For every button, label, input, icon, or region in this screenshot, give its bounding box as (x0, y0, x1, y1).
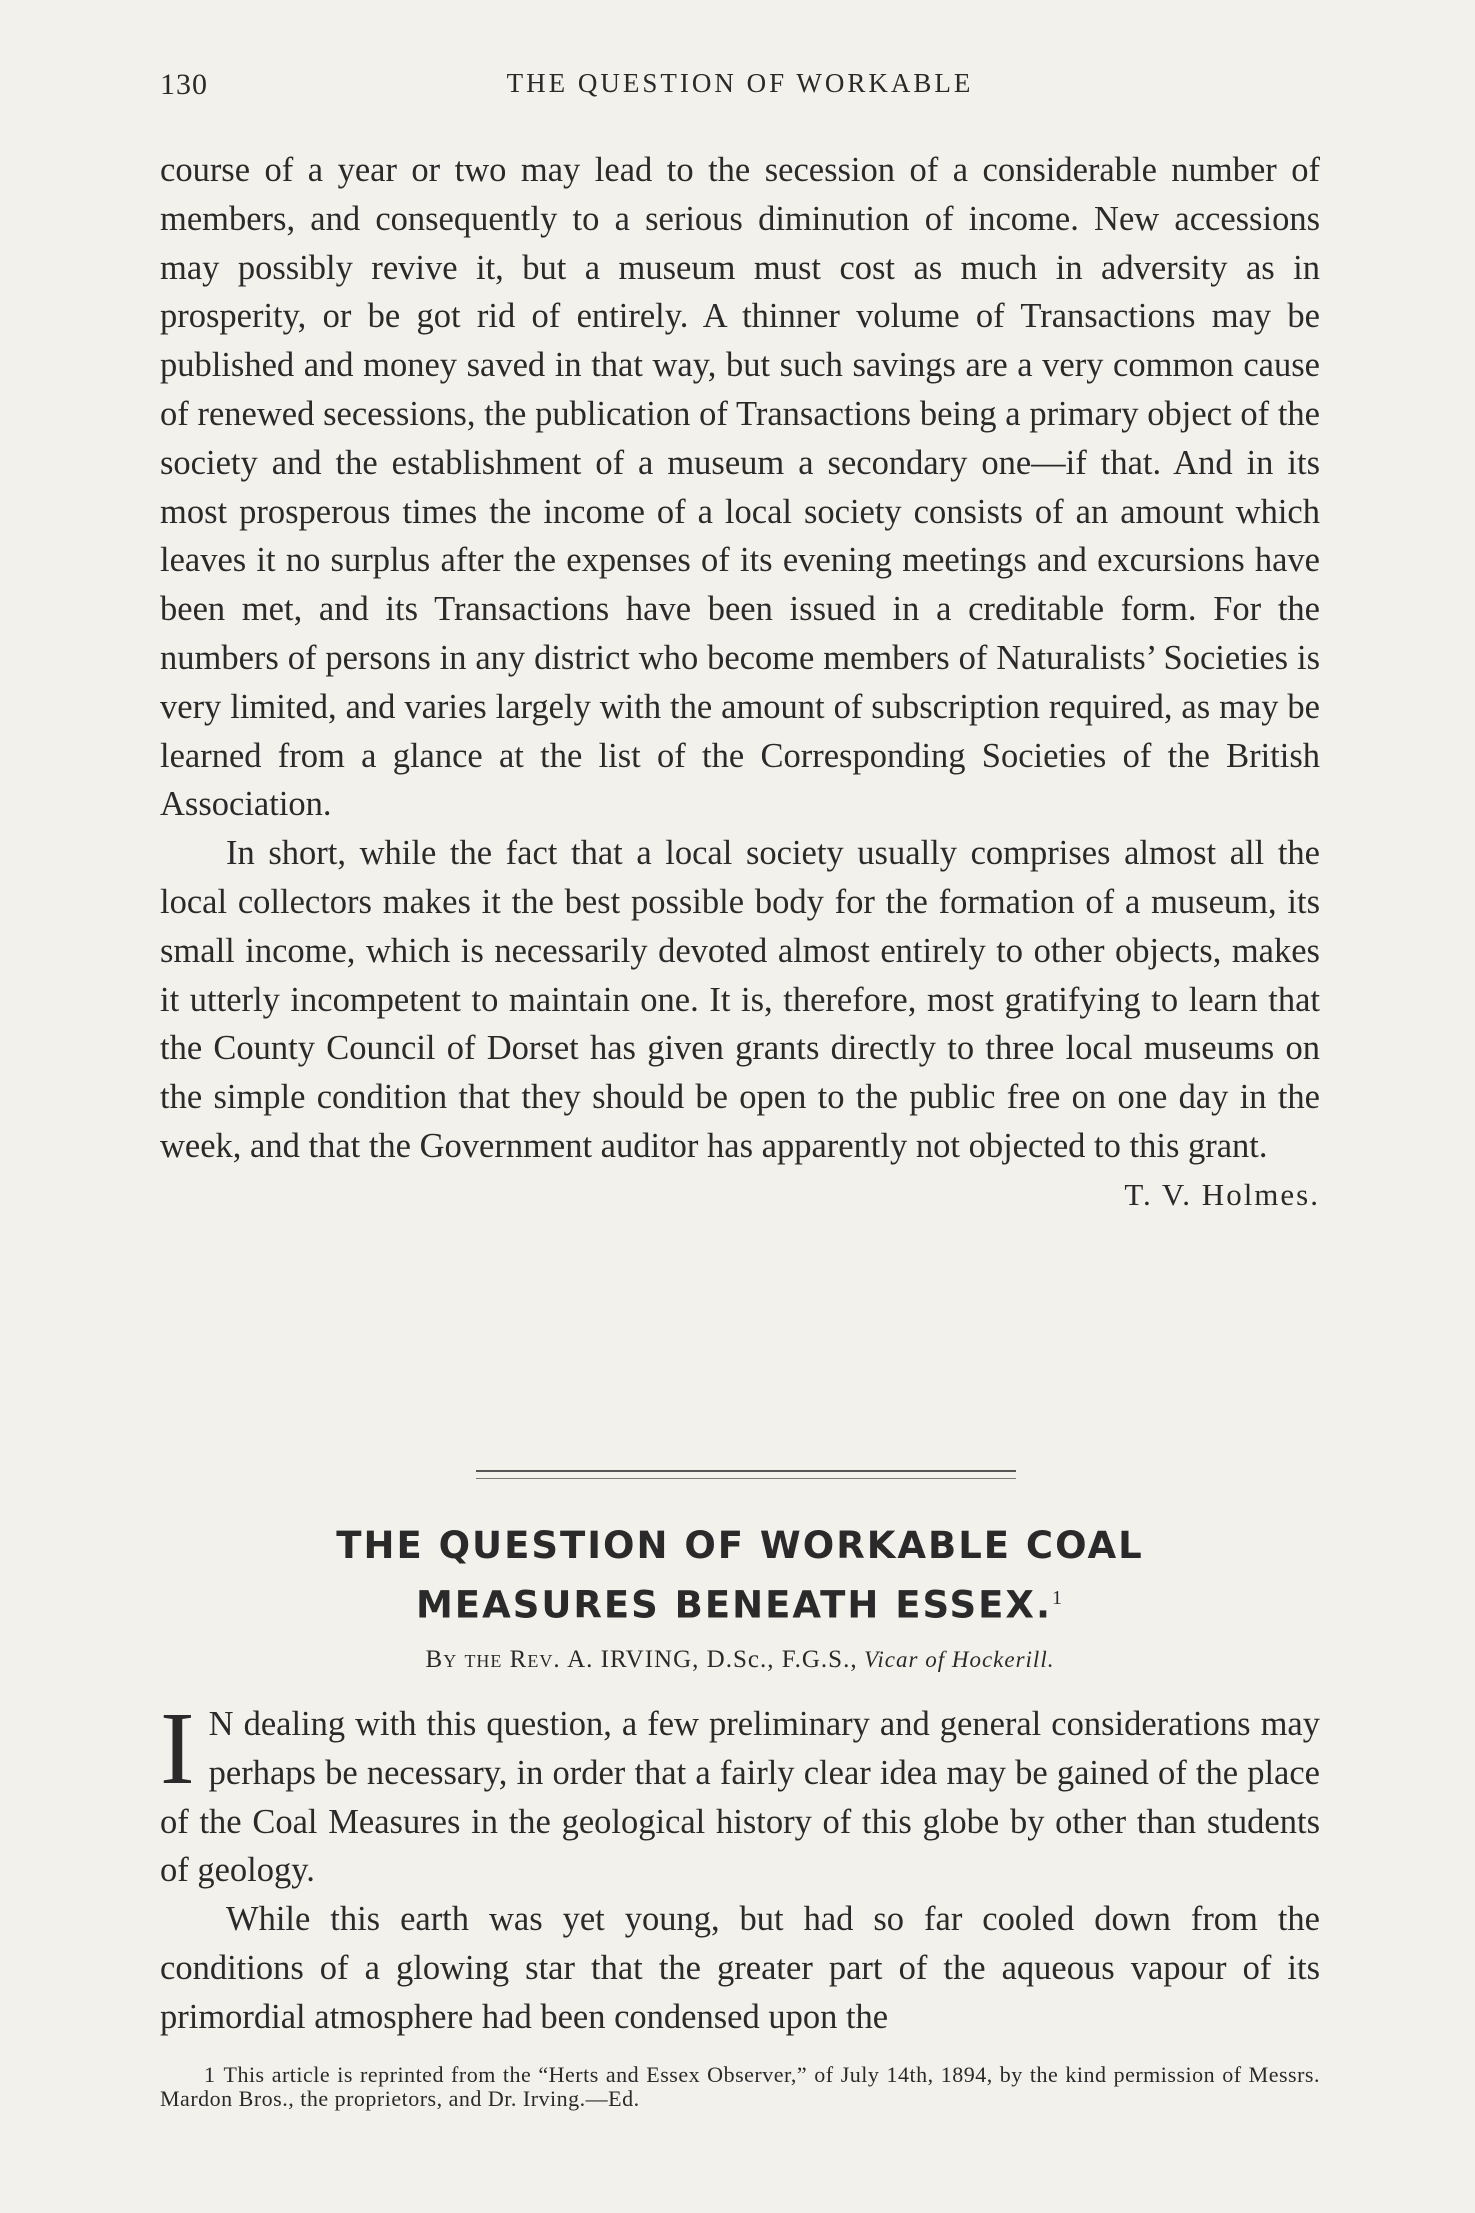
running-title: THE QUESTION OF WORKABLE (506, 68, 974, 98)
page-number: 130 (160, 68, 208, 101)
article-title (160, 1520, 1320, 1631)
footnote (160, 2063, 1320, 2111)
article-title-line: THE QUESTION OF WORKABLE COAL (336, 1524, 1144, 1567)
paragraph-text: N dealing with this question, a few preliminary and general considerations may perhaps be necessary, in order that a fairly clear idea may be gained of the place of the Coal Measures in the geological history of this globe by other than students of geology. (160, 1705, 1320, 1890)
author-name: A. IRVING, D.Sc., F.G.S., (567, 1646, 858, 1673)
paragraph (160, 1691, 1320, 1895)
previous-article-text (160, 146, 1320, 1220)
paragraph: While this earth was yet young, but had so far cooled down from the conditions of a glowing star that the greater part of the aqueous vapour of its primordial atmosphere had been condensed upon the (160, 1900, 1320, 2036)
author-signature: T. V. Holmes. (1124, 1176, 1320, 1212)
footnote-mark: 1 (204, 2062, 216, 2087)
author-role: Vicar of Hockerill. (864, 1647, 1055, 1672)
paragraph: course of a year or two may lead to the secession of a considerable number of members, and consequently to a serious diminution of income. New accessions may possibly revive it, but a museum must cost as much in adversity as in prosperity, or be got rid of entirely. A thinner volume of Transactions may be published and money saved in that way, but such savings are a very common cause of renewed secessions, the publication of Transactions being a primary object of the society and the establishment of a museum a secondary one—if that. And in its most prosperous times the income of a local society consists of an amount which leaves it no surplus after the expenses of its evening meetings and excursions have been met, and its Transactions have been issued in a creditable form. For the numbers of persons in any district who become members of Naturalists’ Societies is very limited, and varies largely with the amount of subscription required, as may be learned from a glance at the list of the Corresponding Societies of the British Association. (160, 151, 1320, 824)
section-divider (476, 1470, 1016, 1479)
article-body (160, 1691, 1320, 2042)
footnote-reference: 1 (1052, 1587, 1065, 1609)
article-title-line: MEASURES BENEATH ESSEX. (415, 1583, 1053, 1627)
footnote-text: This article is reprinted from the “Herts and Essex Observer,” of July 14th, 1894, by the kind permission of Messrs. Mardon Bros., the proprietors, and Dr. Irving.—Ed. (160, 2062, 1320, 2111)
byline-prefix: By the Rev. (425, 1646, 561, 1673)
drop-cap: I (160, 1691, 195, 1806)
byline (160, 1646, 1320, 1674)
paragraph: In short, while the fact that a local society usually comprises almost all the local collectors makes it the best possible body for the formation of a museum, its small income, which is necessarily devoted almost entirely to other objects, makes it utterly incompetent to maintain one. It is, therefore, most gratifying to learn that the County Council of Dorset has given grants directly to three local museums on the simple condition that they should be open to the public free on one day in the week, and that the Government auditor has apparently not objected to this grant. (160, 834, 1320, 1165)
